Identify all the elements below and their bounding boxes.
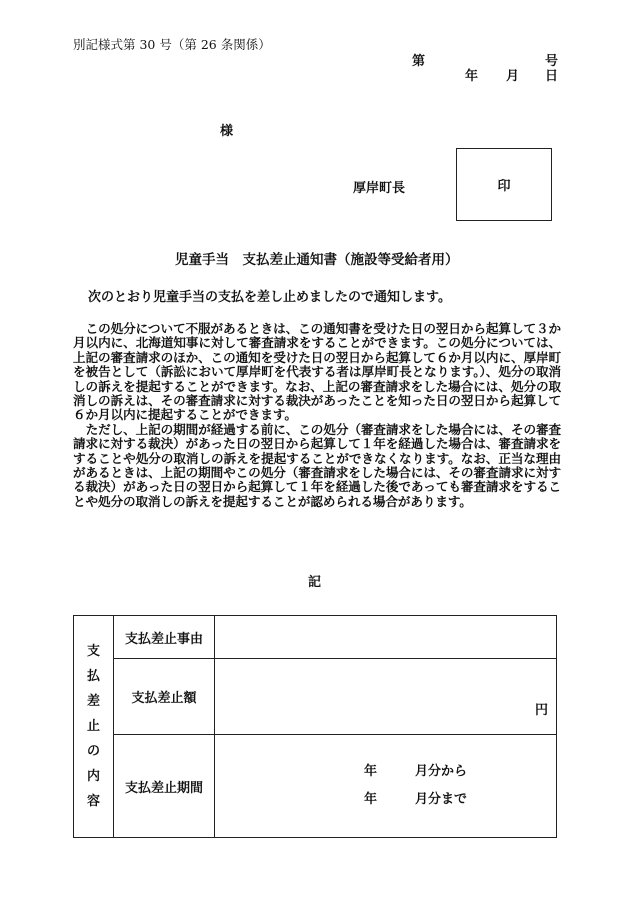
date-year: 年	[465, 69, 479, 84]
notice-paragraph-1: この処分について不服があるときは、この通知書を受けた日の翌日から起算して３か月以内に、北海道知事に対して審査請求をすることができます。この処分については、上記の審査請求のほか、この通知を受けた日の翌日から起算して６か月以内に、厚岸町を被告として（訴訟において厚岸町を代表する者は厚岸町長となります。）、処分の取消しの訴えを提起することができます。なお、上記の審査請求をした場合には、処分の取消しの訴えは、その審査請求に対する裁決があったことを知った日の翌日から起算して６か月以内に提起することができます。	[73, 321, 561, 423]
ki-heading: 記	[308, 575, 322, 590]
number-dai: 第	[412, 54, 426, 69]
issuer-name: 厚岸町長	[353, 181, 406, 196]
number-go: 号	[545, 54, 559, 69]
reason-label: 支払差止事由	[114, 616, 215, 659]
form-id: 別記様式第 30 号（第 26 条関係）	[73, 37, 271, 52]
date-month: 月	[506, 69, 520, 84]
document-title: 児童手当 支払差止通知書（施設等受給者用）	[175, 252, 459, 268]
notice-paragraph-2: ただし、上記の期間が経過する前に、この処分（審査請求をした場合には、その審査請求に対する裁決）があった日の翌日から起算して１年を経過した場合は、審査請求をすることや処分の取消しの訴えを提起することができなくなります。なお、正当な理由があるときは、上記の期間やこの処分（審査請求をした場合には、その審査請求に対する裁決）があった日の翌日から起算して１年を経過した後であっても審査請求をすることや処分の取消しの訴えを提起することが認められる場合があります。	[73, 421, 561, 509]
amount-unit: 円	[534, 703, 548, 718]
period-to: 年 月分まで	[364, 792, 468, 807]
seal-box	[456, 148, 552, 221]
addressee-suffix: 様	[220, 124, 234, 139]
lead-text: 次のとおり児童手当の支払を差し止めましたので通知します。	[88, 290, 451, 305]
date-day: 日	[545, 69, 559, 84]
period-value	[215, 735, 557, 838]
amount-value	[215, 659, 557, 735]
side-label: 支 払 差 止 の 内 容	[74, 616, 114, 838]
notice-body	[73, 322, 561, 509]
detail-table	[73, 615, 557, 838]
reason-value	[215, 616, 557, 659]
seal-mark: 印	[497, 179, 511, 194]
period-label: 支払差止期間	[114, 735, 215, 838]
amount-label: 支払差止額	[114, 659, 215, 735]
period-from: 年 月分から	[364, 764, 468, 779]
